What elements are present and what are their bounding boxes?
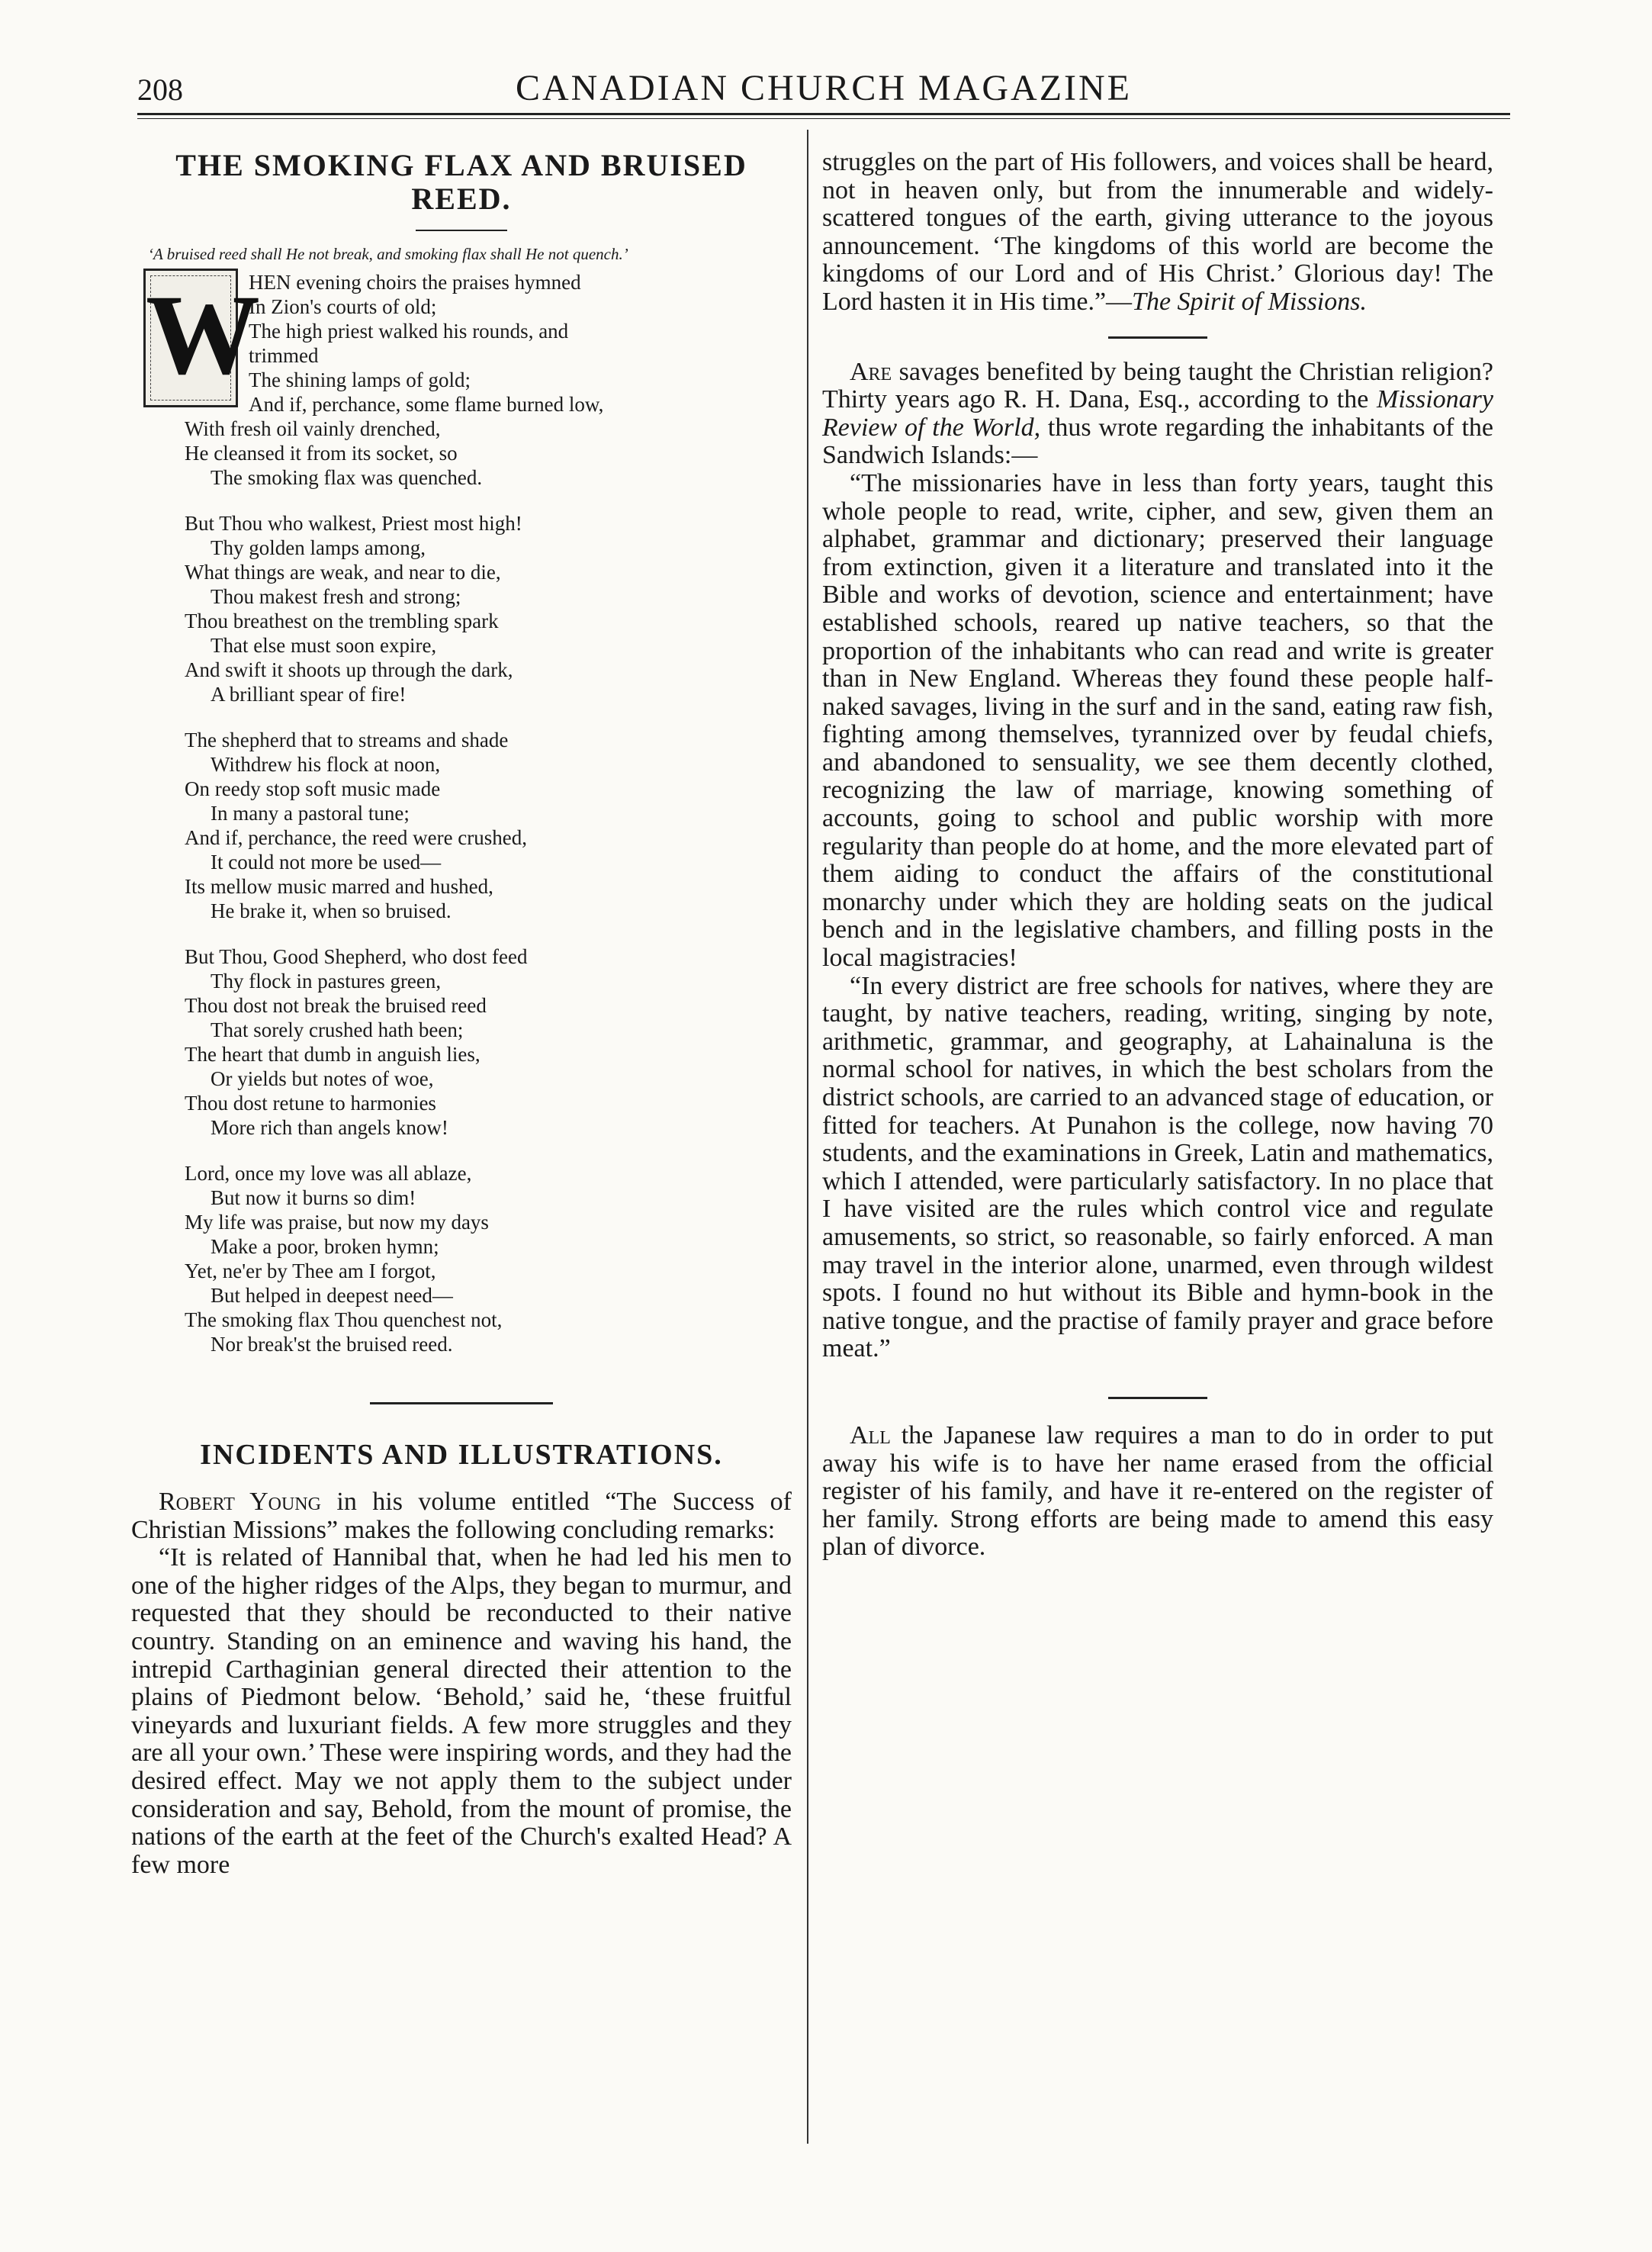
poem-line: But now it burns so dim! — [211, 1186, 416, 1209]
continued-text: struggles on the part of His followers, and voices shall be heard, not in heaven only, but from the innumerable and widely-scattered tongues of the earth, giving utterance to the joyous announcement. ‘The kingdoms of this world are become the kingdoms of our Lord and of His Christ.’ Glorious day! The Lord hasten it in His time.”— — [822, 148, 1493, 316]
poem-line: The shining lamps of gold; — [249, 368, 471, 391]
poem-line: But Thou, Good Shepherd, who dost feed — [185, 945, 528, 968]
poem-line: HEN evening choirs the praises hymned — [249, 271, 581, 294]
poem-line: Withdrew his flock at noon, — [211, 753, 441, 776]
stanza-1 — [146, 270, 792, 490]
poem-line: It could not more be used— — [211, 851, 442, 873]
savages-source: Missionary Review of the World, — [822, 385, 1493, 442]
stanza-2 — [185, 511, 792, 706]
stanza-5 — [185, 1161, 792, 1356]
poem-line: On reedy stop soft music made — [185, 777, 441, 800]
magazine-title: CANADIAN CHURCH MAGAZINE — [516, 68, 1132, 108]
poem-line: Make a poor, broken hymn; — [211, 1235, 439, 1258]
left-column — [131, 149, 792, 1879]
right-column — [822, 149, 1493, 1562]
japanese-lead: All — [850, 1420, 891, 1449]
poem-title — [131, 149, 792, 216]
poem-line: In many a pastoral tune; — [211, 802, 410, 825]
poem-line: That sorely crushed hath been; — [211, 1018, 464, 1041]
stanza-3 — [185, 728, 792, 923]
quote-paragraph-2: “In every district are free schools for natives, where they are taught, by native teachers, reading, writing, singing by note, arithmetic, grammar, and geography, at Lahainaluna is the normal school for natives, in which the best scholars from the district schools, are carried to an advanced stage of education, or fitted for teachers. At Punahon is the college, now having 70 students, and the examinations in Greek, Latin and mathematics, which I attended, were particularly satisfactory. In no place that I have visited are the rules which control vice and regulate amusements, so strict, so reasonable, so fairly enforced. A man may travel in the interior alone, unarmed, even through wildest spots. I found no hut without its Bible and hymn-book in the native tongue, and the practise of family prayer and grace before meat.” — [822, 971, 1493, 1363]
savages-text-2: thus wrote regarding the inhabitants of the Sandwich Islands:— — [822, 413, 1493, 470]
poem-line: And if, perchance, some flame burned low, — [249, 393, 604, 416]
poem-line: The high priest walked his rounds, and — [249, 320, 569, 343]
header-rule — [137, 113, 1510, 119]
poem-line: The smoking flax Thou quenchest not, — [185, 1308, 503, 1331]
poem-line: The smoking flax was quenched. — [211, 466, 483, 489]
poem-line: But Thou who walkest, Priest most high! — [185, 512, 522, 535]
savages-paragraph — [822, 359, 1493, 470]
poem-line: But helped in deepest need— — [211, 1284, 453, 1307]
poem-line: Or yields but notes of woe, — [211, 1067, 434, 1090]
poem-line: The shepherd that to streams and shade — [185, 729, 509, 751]
right-column-body — [822, 149, 1493, 1562]
poem-line: The heart that dumb in anguish lies, — [185, 1043, 480, 1066]
incidents-paragraph-1-text: in his volume entitled “The Success of Christian Missions” makes the following concluding remarks: — [131, 1488, 792, 1544]
poem-line: Nor break'st the bruised reed. — [211, 1333, 453, 1356]
incidents-body — [131, 1488, 792, 1879]
poem-line: Thy golden lamps among, — [211, 536, 426, 559]
incidents-title: INCIDENTS AND ILLUSTRATIONS. — [200, 1439, 723, 1471]
poem-line: That else must soon expire, — [211, 634, 437, 657]
drop-cap-letter: W — [146, 272, 260, 398]
section-rule — [1108, 336, 1207, 339]
poem-line: Thou dost retune to harmonies — [185, 1092, 436, 1115]
continued-source: The Spirit of Missions. — [1132, 287, 1367, 316]
poem-line: A brilliant spear of fire! — [211, 683, 407, 706]
poem-line: Thou dost not break the bruised reed — [185, 994, 487, 1017]
poem-title-line2: REED. — [411, 182, 512, 216]
japanese-paragraph — [822, 1422, 1493, 1562]
poem-line: My life was praise, but now my days — [185, 1211, 489, 1234]
incidents-lead: Robert Young — [159, 1488, 321, 1516]
japanese-text: the Japanese law requires a man to do in order to put away his wife is to have her name erased from the official register of his family, and have it re-entered on the register of her family. Strong efforts are being made to amend this easy plan of divorce. — [822, 1420, 1493, 1562]
poem-line: Its mellow music marred and hushed, — [185, 875, 493, 898]
poem-line: Thy flock in pastures green, — [211, 970, 442, 992]
incidents-paragraph-1 — [131, 1488, 792, 1544]
poem-title-line1: THE SMOKING FLAX AND BRUISED — [175, 148, 747, 182]
poem-line: He cleansed it from its socket, so — [185, 442, 458, 465]
stanza-4 — [185, 944, 792, 1140]
title-rule — [416, 230, 507, 231]
quote-paragraph-1: “The missionaries have in less than forty years, taught this whole people to read, write, cipher, and sew, given them an alphabet, grammar and dictionary; preserved their language from extinction, given it a literature and translated into it the Bible and works of devotion, science and entertainment; have established schools, reared up native teachers, so that the proportion of the inhabitants who can read and write is greater than in New England. Whereas they found these people half-naked savages, living in the surf and in the sand, eating raw fish, fighting among themselves, tyrannized over by feudal chiefs, and abandoned to sensuality, we see them decently clothed, recognizing the law of marriage, knowing something of accounts, going to school and public worship with more regularity than people do at home, and the more elevated part of them aiding to conduct the affairs of the constitutional monarchy under which they are holding seats on the judical bench and in the legislative chambers, and filling posts in the local magistracies! — [822, 468, 1493, 973]
poem-line: trimmed — [249, 344, 319, 367]
drop-cap — [143, 269, 260, 407]
poem-line: And swift it shoots up through the dark, — [185, 658, 513, 681]
poem-line: In Zion's courts of old; — [249, 295, 437, 318]
poem-line: Yet, ne'er by Thee am I forgot, — [185, 1260, 436, 1282]
poem-line: What things are weak, and near to die, — [185, 561, 501, 584]
poem-line: Thou breathest on the trembling spark — [185, 610, 499, 632]
column-divider — [807, 130, 808, 2144]
poem-line: With fresh oil vainly drenched, — [185, 417, 441, 440]
continued-paragraph — [822, 149, 1493, 317]
poem — [146, 270, 792, 1356]
savages-text-1: savages benefited by being taught the Christian religion? Thirty years ago R. H. Dana, Esq., according to the — [822, 357, 1493, 414]
section-rule — [370, 1402, 553, 1404]
poem-line: And if, perchance, the reed were crushed, — [185, 826, 528, 849]
section-rule — [1108, 1397, 1207, 1399]
poem-line: Lord, once my love was all ablaze, — [185, 1162, 472, 1185]
poem-line: Thou makest fresh and strong; — [211, 585, 461, 608]
poem-line: He brake it, when so bruised. — [211, 899, 452, 922]
epigraph: ‘A bruised reed shall He not break, and smoking flax shall He not quench.’ — [148, 245, 628, 263]
poem-line: More rich than angels know! — [211, 1116, 448, 1139]
incidents-paragraph-2: “It is related of Hannibal that, when he had led his men to one of the higher ridges of the Alps, they began to murmur, and requested that they should be reconducted to their native country. Standing on an eminence and waving his hand, the intrepid Carthaginian general directed their attention to the plains of Piedmont below. ‘Behold,’ said he, ‘these fruitful vineyards and luxuriant fields. A few more struggles and they are all your own.’ These were inspiring words, and they had the desired effect. May we not apply them to the subject under consideration and say, Behold, from the mount of promise, the nations of the earth at the feet of the Church's exalted Head? A few more — [131, 1543, 792, 1879]
page-number: 208 — [137, 72, 183, 107]
savages-lead: Are — [850, 357, 892, 386]
